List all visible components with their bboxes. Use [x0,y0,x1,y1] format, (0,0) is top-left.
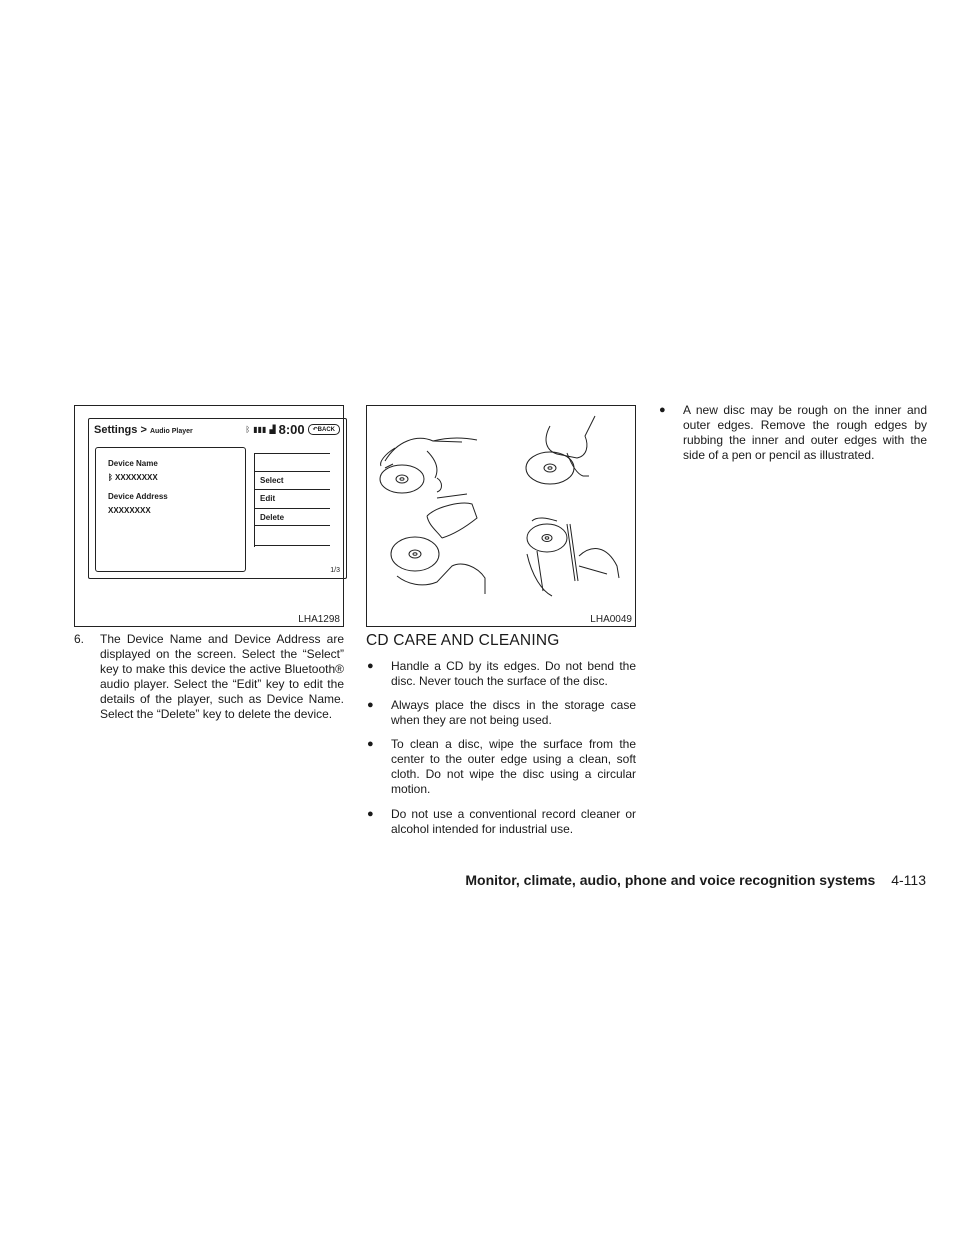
hand-illustration [579,549,619,578]
list-item [367,807,636,837]
step-6 [74,632,344,722]
page-footer [465,872,926,888]
device-info-panel [95,447,246,572]
bullet-icon: ● [367,660,374,672]
device-name-text: XXXXXXXX [115,473,158,482]
back-arrow-icon: ↶ [312,427,318,433]
screen-subtitle: Audio Player [149,428,193,435]
bullet-text: Always place the discs in the storage case when they are not being used. [391,698,636,727]
bullet-text: To clean a disc, wipe the surface from the center to the outer edge using a clean, soft cloth. Do not wipe the disc using a circular motion. [391,737,636,796]
menu-divider [255,545,330,546]
disc-illustration [527,524,567,552]
device-address-label: Device Address [108,492,168,501]
list-item [659,403,927,463]
screen-title-text: Settings > [94,424,147,436]
bullet-icon: ● [367,808,374,820]
list-item [367,698,636,728]
clock: 8:00 [278,422,305,437]
bullet-icon: ● [367,699,374,711]
status-bar [245,422,340,437]
back-label: BACK [317,427,335,433]
signal-icon: ▟ [269,425,276,434]
bullet-text: A new disc may be rough on the inner and outer edges. Remove the rough edges by rubbing the inner and outer edges with the side of a pen or pencil as illustrated. [683,403,927,462]
bullet-icon: ● [659,404,666,416]
figure-label: LHA0049 [590,614,632,625]
bluetooth-icon: ᛒ [245,425,251,434]
step-text: The Device Name and Device Address are displayed on the screen. Select the “Select” key to make this device the active Bluetooth® audio player. Select the “Edit” key to edit the details of the player, such as Device Name. Select the “Delete” key to delete the device. [100,632,344,721]
disc-illustration [391,537,439,571]
section-heading: CD CARE AND CLEANING [366,632,560,649]
bullet-icon: ● [367,738,374,750]
menu-divider [255,453,330,454]
screen-mockup [88,418,347,579]
bluetooth-icon: ᛒ [108,473,116,482]
disc-illustration [526,452,574,484]
hand-illustration [427,494,477,538]
menu-item-select[interactable]: Select [255,471,330,489]
device-name-value [108,473,158,482]
bullet-text: Do not use a conventional record cleaner or alcohol intended for industrial use. [391,807,636,836]
menu-item-edit[interactable]: Edit [255,489,330,507]
battery-icon: ▮▮▮ [253,425,267,434]
figure-cd-handling [366,405,636,627]
list-item [367,737,636,797]
page-indicator: 1/3 [330,567,340,574]
hand-illustration [397,564,485,594]
footer-title: Monitor, climate, audio, phone and voice recognition systems [465,872,876,888]
screen-title [94,424,193,436]
figure-label: LHA1298 [298,614,340,625]
list-item [367,659,636,689]
menu-item-delete[interactable]: Delete [255,508,330,526]
menu-panel [254,453,330,547]
device-name-label: Device Name [108,459,158,468]
hand-illustration [546,416,595,476]
figure-settings-screen [74,405,344,627]
step-number: 6. [74,632,85,646]
bullet-text: Handle a CD by its edges. Do not bend the disc. Never touch the surface of the disc. [391,659,636,688]
page-number: 4-113 [891,872,926,888]
cd-handling-illustration [367,406,635,606]
back-button[interactable] [308,424,340,435]
pen-illustration [567,524,578,581]
hand-illustration [381,438,462,492]
device-address-value: XXXXXXXX [108,506,151,515]
disc-illustration [380,465,424,493]
